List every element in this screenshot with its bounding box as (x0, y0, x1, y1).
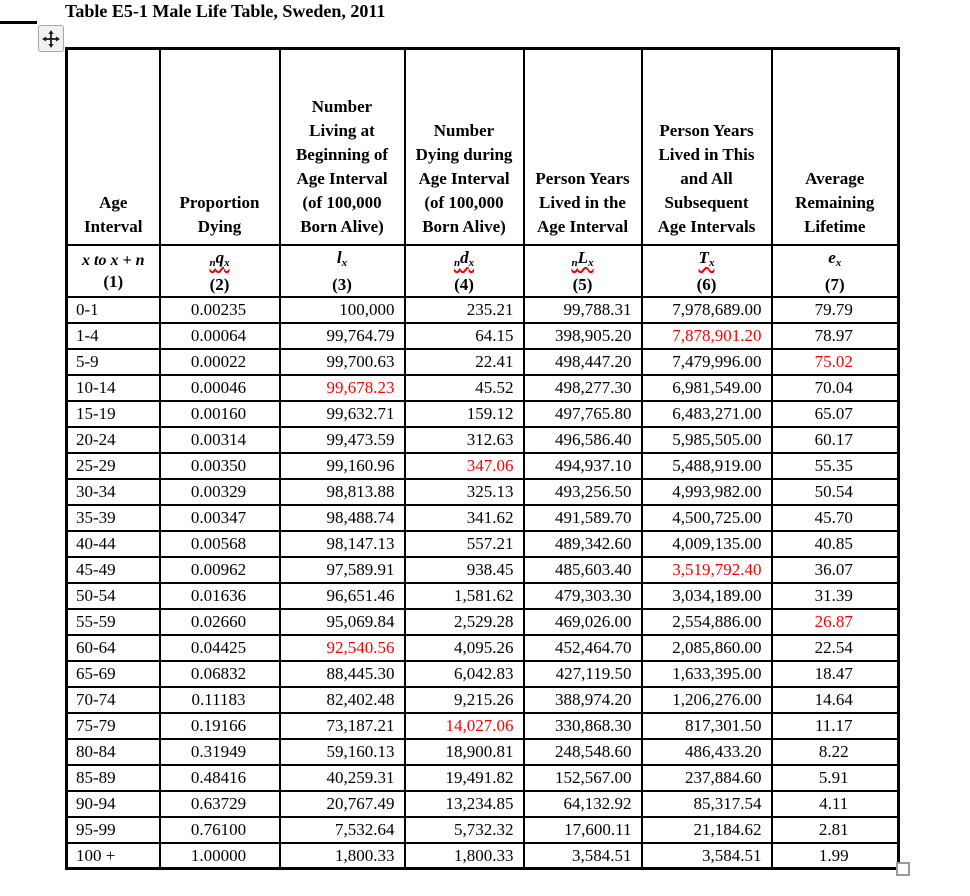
cell-number-living-50-54[interactable]: 96,651.46 (280, 583, 405, 609)
cell-person-years-subsequent-70-74[interactable]: 1,206,276.00 (642, 687, 772, 713)
column-header-age-interval[interactable]: Age Interval (67, 49, 160, 245)
cell-number-living-80-84[interactable]: 59,160.13 (280, 739, 405, 765)
cell-person-years-interval-80-84[interactable]: 248,548.60 (524, 739, 642, 765)
cell-person-years-subsequent-90-94[interactable]: 85,317.54 (642, 791, 772, 817)
cell-person-years-subsequent-100 +[interactable]: 3,584.51 (642, 843, 772, 869)
table-row-25-29 (67, 453, 899, 479)
cell-number-living-75-79[interactable]: 73,187.21 (280, 713, 405, 739)
column-header-person-years-interval[interactable]: Person Years Lived in the Age Interval (524, 49, 642, 245)
cell-number-dying-25-29[interactable]: 347.06 (405, 453, 524, 479)
cell-number-dying-1-4[interactable]: 64.15 (405, 323, 524, 349)
symbol-row (67, 245, 899, 297)
cell-age-interval-75-79[interactable]: 75-79 (67, 713, 160, 739)
cell-number-dying-55-59[interactable]: 2,529.28 (405, 609, 524, 635)
table-row-35-39 (67, 505, 899, 531)
cell-number-dying-95-99[interactable]: 5,732.32 (405, 817, 524, 843)
cell-proportion-dying-10-14[interactable]: 0.00046 (160, 375, 280, 401)
cell-average-remaining-lifetime-95-99[interactable]: 2.81 (772, 817, 899, 843)
cell-number-living-35-39[interactable]: 98,488.74 (280, 505, 405, 531)
cell-person-years-subsequent-5-9[interactable]: 7,479,996.00 (642, 349, 772, 375)
cell-person-years-interval-60-64[interactable]: 452,464.70 (524, 635, 642, 661)
cell-proportion-dying-65-69[interactable]: 0.06832 (160, 661, 280, 687)
column-symbol-proportion-dying[interactable]: nqx (2) (160, 245, 280, 297)
cell-number-dying-100 +[interactable]: 1,800.33 (405, 843, 524, 869)
table-row-40-44 (67, 531, 899, 557)
cell-number-dying-65-69[interactable]: 6,042.83 (405, 661, 524, 687)
cell-person-years-subsequent-40-44[interactable]: 4,009,135.00 (642, 531, 772, 557)
cell-average-remaining-lifetime-0-1[interactable]: 79.79 (772, 297, 899, 323)
cell-person-years-subsequent-20-24[interactable]: 5,985,505.00 (642, 427, 772, 453)
cell-person-years-interval-20-24[interactable]: 496,586.40 (524, 427, 642, 453)
cell-person-years-subsequent-15-19[interactable]: 6,483,271.00 (642, 401, 772, 427)
table-row-20-24 (67, 427, 899, 453)
cell-person-years-interval-1-4[interactable]: 398,905.20 (524, 323, 642, 349)
cell-person-years-interval-50-54[interactable]: 479,303.30 (524, 583, 642, 609)
cell-person-years-interval-55-59[interactable]: 469,026.00 (524, 609, 642, 635)
column-symbol-number-living[interactable]: lx (3) (280, 245, 405, 297)
cell-number-dying-60-64[interactable]: 4,095.26 (405, 635, 524, 661)
cell-person-years-subsequent-45-49[interactable]: 3,519,792.40 (642, 557, 772, 583)
cell-proportion-dying-30-34[interactable]: 0.00329 (160, 479, 280, 505)
cell-age-interval-20-24[interactable]: 20-24 (67, 427, 160, 453)
cell-person-years-subsequent-75-79[interactable]: 817,301.50 (642, 713, 772, 739)
cell-person-years-interval-85-89[interactable]: 152,567.00 (524, 765, 642, 791)
cell-proportion-dying-5-9[interactable]: 0.00022 (160, 349, 280, 375)
cell-person-years-interval-95-99[interactable]: 17,600.11 (524, 817, 642, 843)
cell-age-interval-65-69[interactable]: 65-69 (67, 661, 160, 687)
cell-number-living-65-69[interactable]: 88,445.30 (280, 661, 405, 687)
cell-proportion-dying-35-39[interactable]: 0.00347 (160, 505, 280, 531)
cell-number-dying-90-94[interactable]: 13,234.85 (405, 791, 524, 817)
cell-number-living-45-49[interactable]: 97,589.91 (280, 557, 405, 583)
cell-number-living-20-24[interactable]: 99,473.59 (280, 427, 405, 453)
table-row-75-79 (67, 713, 899, 739)
table-resize-handle[interactable] (896, 862, 910, 876)
cell-proportion-dying-100 +[interactable]: 1.00000 (160, 843, 280, 869)
cell-person-years-subsequent-1-4[interactable]: 7,878,901.20 (642, 323, 772, 349)
cell-average-remaining-lifetime-1-4[interactable]: 78.97 (772, 323, 899, 349)
table-row-50-54 (67, 583, 899, 609)
cell-number-living-5-9[interactable]: 99,700.63 (280, 349, 405, 375)
table-row-80-84 (67, 739, 899, 765)
cell-person-years-interval-15-19[interactable]: 497,765.80 (524, 401, 642, 427)
cell-age-interval-10-14[interactable]: 10-14 (67, 375, 160, 401)
cell-age-interval-95-99[interactable]: 95-99 (67, 817, 160, 843)
cell-average-remaining-lifetime-10-14[interactable]: 70.04 (772, 375, 899, 401)
life-table-body (67, 297, 899, 869)
cell-proportion-dying-20-24[interactable]: 0.00314 (160, 427, 280, 453)
column-header-proportion-dying[interactable]: Proportion Dying (160, 49, 280, 245)
table-row-30-34 (67, 479, 899, 505)
cell-person-years-subsequent-35-39[interactable]: 4,500,725.00 (642, 505, 772, 531)
cell-person-years-interval-65-69[interactable]: 427,119.50 (524, 661, 642, 687)
cell-person-years-interval-25-29[interactable]: 494,937.10 (524, 453, 642, 479)
cell-number-living-25-29[interactable]: 99,160.96 (280, 453, 405, 479)
table-title[interactable]: Table E5-1 Male Life Table, Sweden, 2011 (65, 1, 386, 21)
table-move-handle[interactable] (38, 25, 64, 52)
cell-average-remaining-lifetime-40-44[interactable]: 40.85 (772, 531, 899, 557)
cell-age-interval-5-9[interactable]: 5-9 (67, 349, 160, 375)
life-table (65, 47, 900, 870)
cell-number-dying-80-84[interactable]: 18,900.81 (405, 739, 524, 765)
cell-number-dying-30-34[interactable]: 325.13 (405, 479, 524, 505)
cell-average-remaining-lifetime-70-74[interactable]: 14.64 (772, 687, 899, 713)
cell-age-interval-60-64[interactable]: 60-64 (67, 635, 160, 661)
cell-number-dying-20-24[interactable]: 312.63 (405, 427, 524, 453)
cell-number-living-90-94[interactable]: 20,767.49 (280, 791, 405, 817)
cell-proportion-dying-55-59[interactable]: 0.02660 (160, 609, 280, 635)
cell-person-years-interval-45-49[interactable]: 485,603.40 (524, 557, 642, 583)
cell-proportion-dying-75-79[interactable]: 0.19166 (160, 713, 280, 739)
cell-age-interval-45-49[interactable]: 45-49 (67, 557, 160, 583)
cell-age-interval-25-29[interactable]: 25-29 (67, 453, 160, 479)
cell-proportion-dying-0-1[interactable]: 0.00235 (160, 297, 280, 323)
column-symbol-number-dying[interactable]: ndx (4) (405, 245, 524, 297)
cell-number-living-30-34[interactable]: 98,813.88 (280, 479, 405, 505)
cell-number-living-0-1[interactable]: 100,000 (280, 297, 405, 323)
cell-age-interval-100 +[interactable]: 100 + (67, 843, 160, 869)
column-header-number-dying[interactable]: Number Dying during Age Interval (of 100,000 Born Alive) (405, 49, 524, 245)
table-row-70-74 (67, 687, 899, 713)
cell-person-years-subsequent-65-69[interactable]: 1,633,395.00 (642, 661, 772, 687)
cell-number-dying-75-79[interactable]: 14,027.06 (405, 713, 524, 739)
cell-proportion-dying-80-84[interactable]: 0.31949 (160, 739, 280, 765)
cell-number-dying-35-39[interactable]: 341.62 (405, 505, 524, 531)
cell-proportion-dying-45-49[interactable]: 0.00962 (160, 557, 280, 583)
cell-age-interval-40-44[interactable]: 40-44 (67, 531, 160, 557)
cell-age-interval-30-34[interactable]: 30-34 (67, 479, 160, 505)
table-row-100 + (67, 843, 899, 869)
cell-average-remaining-lifetime-100 +[interactable]: 1.99 (772, 843, 899, 869)
cell-average-remaining-lifetime-60-64[interactable]: 22.54 (772, 635, 899, 661)
cell-age-interval-1-4[interactable]: 1-4 (67, 323, 160, 349)
cell-average-remaining-lifetime-75-79[interactable]: 11.17 (772, 713, 899, 739)
cell-person-years-subsequent-95-99[interactable]: 21,184.62 (642, 817, 772, 843)
cell-average-remaining-lifetime-45-49[interactable]: 36.07 (772, 557, 899, 583)
cell-person-years-subsequent-60-64[interactable]: 2,085,860.00 (642, 635, 772, 661)
cell-number-living-60-64[interactable]: 92,540.56 (280, 635, 405, 661)
cell-person-years-subsequent-55-59[interactable]: 2,554,886.00 (642, 609, 772, 635)
cell-average-remaining-lifetime-35-39[interactable]: 45.70 (772, 505, 899, 531)
cell-person-years-interval-30-34[interactable]: 493,256.50 (524, 479, 642, 505)
cell-person-years-interval-90-94[interactable]: 64,132.92 (524, 791, 642, 817)
cell-proportion-dying-15-19[interactable]: 0.00160 (160, 401, 280, 427)
column-header-person-years-subsequent[interactable]: Person Years Lived in This and All Subsequent Age Intervals (642, 49, 772, 245)
cell-person-years-interval-75-79[interactable]: 330,868.30 (524, 713, 642, 739)
cell-average-remaining-lifetime-5-9[interactable]: 75.02 (772, 349, 899, 375)
column-symbol-person-years-subsequent[interactable]: Tx (6) (642, 245, 772, 297)
cell-average-remaining-lifetime-25-29[interactable]: 55.35 (772, 453, 899, 479)
cell-number-living-70-74[interactable]: 82,402.48 (280, 687, 405, 713)
column-header-average-remaining-lifetime[interactable]: Average Remaining Lifetime (772, 49, 899, 245)
cell-person-years-interval-70-74[interactable]: 388,974.20 (524, 687, 642, 713)
cell-age-interval-50-54[interactable]: 50-54 (67, 583, 160, 609)
cell-age-interval-55-59[interactable]: 55-59 (67, 609, 160, 635)
cell-person-years-subsequent-80-84[interactable]: 486,433.20 (642, 739, 772, 765)
cell-age-interval-80-84[interactable]: 80-84 (67, 739, 160, 765)
cell-proportion-dying-40-44[interactable]: 0.00568 (160, 531, 280, 557)
cell-number-dying-5-9[interactable]: 22.41 (405, 349, 524, 375)
table-row-55-59 (67, 609, 899, 635)
cell-number-dying-0-1[interactable]: 235.21 (405, 297, 524, 323)
table-row-0-1 (67, 297, 899, 323)
table-row-5-9 (67, 349, 899, 375)
table-row-15-19 (67, 401, 899, 427)
cell-average-remaining-lifetime-20-24[interactable]: 60.17 (772, 427, 899, 453)
cell-person-years-subsequent-30-34[interactable]: 4,993,982.00 (642, 479, 772, 505)
cell-number-dying-85-89[interactable]: 19,491.82 (405, 765, 524, 791)
cell-age-interval-85-89[interactable]: 85-89 (67, 765, 160, 791)
table-row-90-94 (67, 791, 899, 817)
cell-person-years-subsequent-0-1[interactable]: 7,978,689.00 (642, 297, 772, 323)
cell-number-living-15-19[interactable]: 99,632.71 (280, 401, 405, 427)
cell-age-interval-90-94[interactable]: 90-94 (67, 791, 160, 817)
margin-marker-line (0, 21, 37, 24)
cell-person-years-subsequent-85-89[interactable]: 237,884.60 (642, 765, 772, 791)
cell-person-years-subsequent-10-14[interactable]: 6,981,549.00 (642, 375, 772, 401)
cell-number-living-100 +[interactable]: 1,800.33 (280, 843, 405, 869)
table-row-1-4 (67, 323, 899, 349)
column-header-number-living[interactable]: Number Living at Beginning of Age Interval (of 100,000 Born Alive) (280, 49, 405, 245)
cell-person-years-interval-10-14[interactable]: 498,277.30 (524, 375, 642, 401)
cell-number-living-85-89[interactable]: 40,259.31 (280, 765, 405, 791)
cell-number-dying-50-54[interactable]: 1,581.62 (405, 583, 524, 609)
cell-average-remaining-lifetime-80-84[interactable]: 8.22 (772, 739, 899, 765)
cell-proportion-dying-90-94[interactable]: 0.63729 (160, 791, 280, 817)
cell-proportion-dying-50-54[interactable]: 0.01636 (160, 583, 280, 609)
cell-number-dying-45-49[interactable]: 938.45 (405, 557, 524, 583)
column-symbol-person-years-interval[interactable]: nLx (5) (524, 245, 642, 297)
cell-number-dying-70-74[interactable]: 9,215.26 (405, 687, 524, 713)
cell-average-remaining-lifetime-65-69[interactable]: 18.47 (772, 661, 899, 687)
table-row-85-89 (67, 765, 899, 791)
cell-age-interval-15-19[interactable]: 15-19 (67, 401, 160, 427)
cell-person-years-interval-100 +[interactable]: 3,584.51 (524, 843, 642, 869)
cell-person-years-subsequent-50-54[interactable]: 3,034,189.00 (642, 583, 772, 609)
cell-average-remaining-lifetime-15-19[interactable]: 65.07 (772, 401, 899, 427)
cell-number-dying-40-44[interactable]: 557.21 (405, 531, 524, 557)
table-row-10-14 (67, 375, 899, 401)
cell-age-interval-35-39[interactable]: 35-39 (67, 505, 160, 531)
table-row-65-69 (67, 661, 899, 687)
cell-average-remaining-lifetime-90-94[interactable]: 4.11 (772, 791, 899, 817)
cell-number-living-40-44[interactable]: 98,147.13 (280, 531, 405, 557)
cell-age-interval-0-1[interactable]: 0-1 (67, 297, 160, 323)
cell-proportion-dying-25-29[interactable]: 0.00350 (160, 453, 280, 479)
cell-proportion-dying-70-74[interactable]: 0.11183 (160, 687, 280, 713)
cell-person-years-subsequent-25-29[interactable]: 5,488,919.00 (642, 453, 772, 479)
cell-person-years-interval-0-1[interactable]: 99,788.31 (524, 297, 642, 323)
cell-number-dying-15-19[interactable]: 159.12 (405, 401, 524, 427)
cell-number-living-95-99[interactable]: 7,532.64 (280, 817, 405, 843)
cell-age-interval-70-74[interactable]: 70-74 (67, 687, 160, 713)
cell-number-living-10-14[interactable]: 99,678.23 (280, 375, 405, 401)
table-row-60-64 (67, 635, 899, 661)
cell-person-years-interval-5-9[interactable]: 498,447.20 (524, 349, 642, 375)
life-table-head (67, 49, 899, 297)
header-row (67, 49, 899, 245)
cell-person-years-interval-40-44[interactable]: 489,342.60 (524, 531, 642, 557)
table-row-45-49 (67, 557, 899, 583)
cell-proportion-dying-1-4[interactable]: 0.00064 (160, 323, 280, 349)
cell-person-years-interval-35-39[interactable]: 491,589.70 (524, 505, 642, 531)
table-row-95-99 (67, 817, 899, 843)
cell-number-living-1-4[interactable]: 99,764.79 (280, 323, 405, 349)
cell-proportion-dying-95-99[interactable]: 0.76100 (160, 817, 280, 843)
column-symbol-average-remaining-lifetime[interactable]: ex (7) (772, 245, 899, 297)
cell-average-remaining-lifetime-50-54[interactable]: 31.39 (772, 583, 899, 609)
column-symbol-age-interval[interactable]: x to x + n (1) (67, 245, 160, 297)
cell-proportion-dying-85-89[interactable]: 0.48416 (160, 765, 280, 791)
cell-number-dying-10-14[interactable]: 45.52 (405, 375, 524, 401)
cell-proportion-dying-60-64[interactable]: 0.04425 (160, 635, 280, 661)
cell-average-remaining-lifetime-30-34[interactable]: 50.54 (772, 479, 899, 505)
cell-average-remaining-lifetime-55-59[interactable]: 26.87 (772, 609, 899, 635)
move-icon (42, 30, 60, 48)
cell-average-remaining-lifetime-85-89[interactable]: 5.91 (772, 765, 899, 791)
cell-number-living-55-59[interactable]: 95,069.84 (280, 609, 405, 635)
